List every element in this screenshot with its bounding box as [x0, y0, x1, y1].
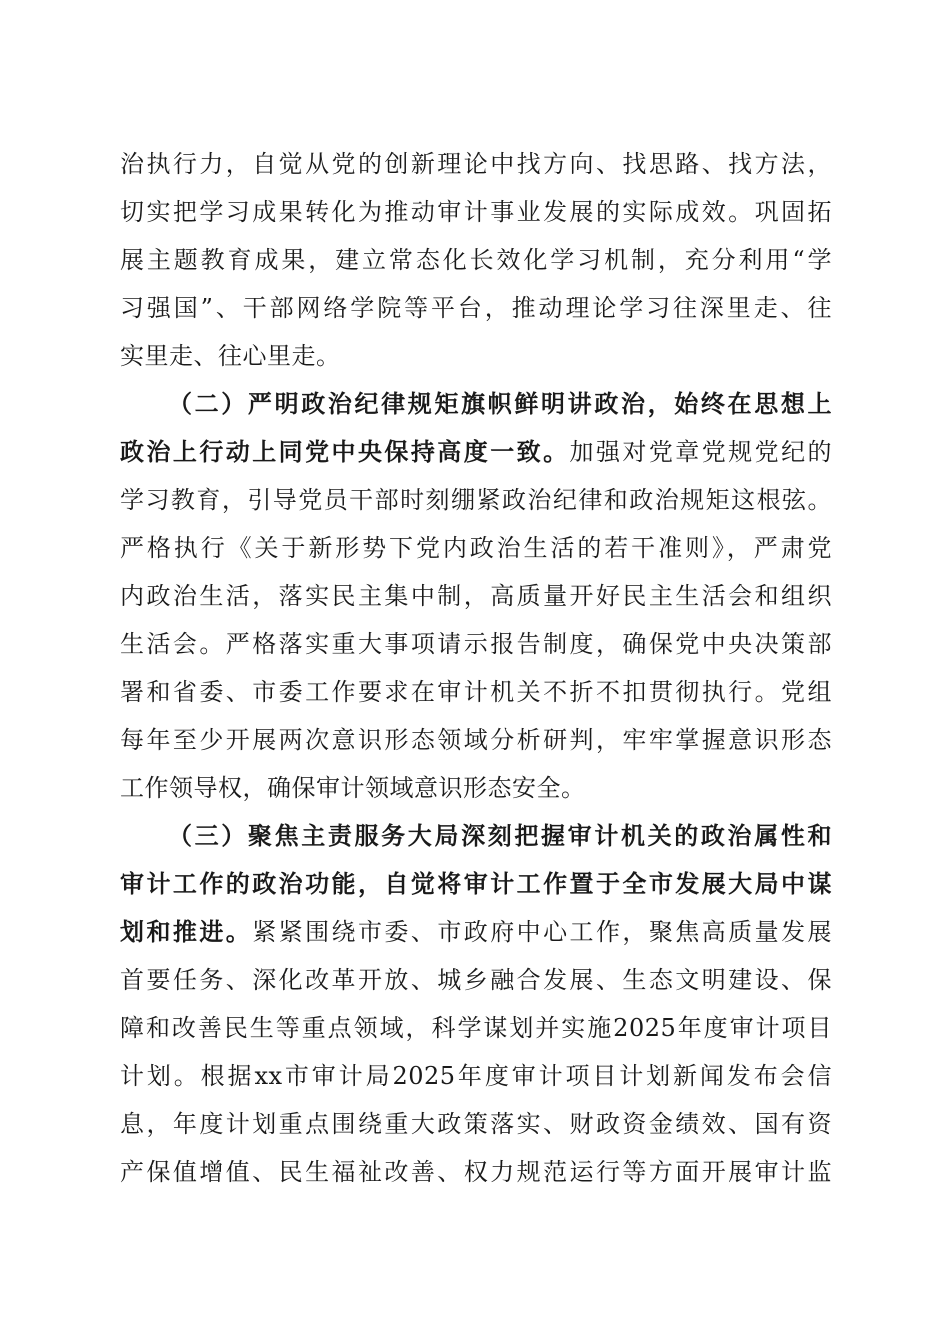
section-heading-line: （二）严明政治纪律规矩旗帜鲜明讲政治，始终在思想上	[168, 389, 832, 418]
text-line: 严格执行《关于新形势下党内政治生活的若干准则》，严肃党	[120, 534, 832, 562]
section-heading-tail: 政治上行动上同党中央保持高度一致。	[120, 437, 570, 466]
text-line: 治执行力，自觉从党的创新理论中找方向、找思路、找方法，	[120, 150, 832, 178]
text-line	[120, 428, 832, 476]
section-heading-line: 审计工作的政治功能，自觉将审计工作置于全市发展大局中谋	[120, 869, 832, 898]
text-line: 内政治生活，落实民主集中制，高质量开好民主生活会和组织	[120, 582, 832, 610]
text-line: 障和改善民生等重点领域，科学谋划并实施2025年度审计项目	[120, 1014, 832, 1042]
text-line: 产保值增值、民生福祉改善、权力规范运行等方面开展审计监	[120, 1158, 832, 1186]
text-line: 首要任务、深化改革开放、城乡融合发展、生态文明建设、保	[120, 966, 832, 994]
text-line: 展主题教育成果，建立常态化长效化学习机制，充分利用“学	[120, 246, 832, 274]
text-line: 每年至少开展两次意识形态领域分析研判，牢牢掌握意识形态	[120, 726, 832, 754]
text-line: 生活会。严格落实重大事项请示报告制度，确保党中央决策部	[120, 630, 832, 658]
text-line: 署和省委、市委工作要求在审计机关不折不扣贯彻执行。党组	[120, 678, 832, 706]
paragraph-2	[120, 380, 832, 812]
text-line: 工作领导权，确保审计领域意识形态安全。	[120, 774, 586, 802]
section-heading-line: （三）聚焦主责服务大局深刻把握审计机关的政治属性和	[168, 821, 832, 850]
text-fragment: 紧紧围绕市委、市政府中心工作，聚焦高质量发展	[252, 918, 833, 946]
document-page	[120, 140, 832, 1196]
text-line: 习强国”、干部网络学院等平台，推动理论学习往深里走、往	[120, 294, 832, 322]
section-heading-tail: 划和推进。	[120, 917, 253, 946]
text-line: 切实把学习成果转化为推动审计事业发展的实际成效。巩固拓	[120, 198, 832, 226]
text-line	[120, 908, 832, 956]
paragraph-3	[120, 812, 832, 1196]
text-line: 学习教育，引导党员干部时刻绷紧政治纪律和政治规矩这根弦。	[120, 486, 832, 514]
paragraph-1	[120, 140, 832, 380]
text-fragment: 加强对党章党规党纪的	[569, 438, 833, 466]
text-line: 实里走、往心里走。	[120, 342, 341, 370]
text-line: 计划。根据xx市审计局2025年度审计项目计划新闻发布会信	[120, 1062, 832, 1090]
text-line: 息，年度计划重点围绕重大政策落实、财政资金绩效、国有资	[120, 1110, 832, 1138]
